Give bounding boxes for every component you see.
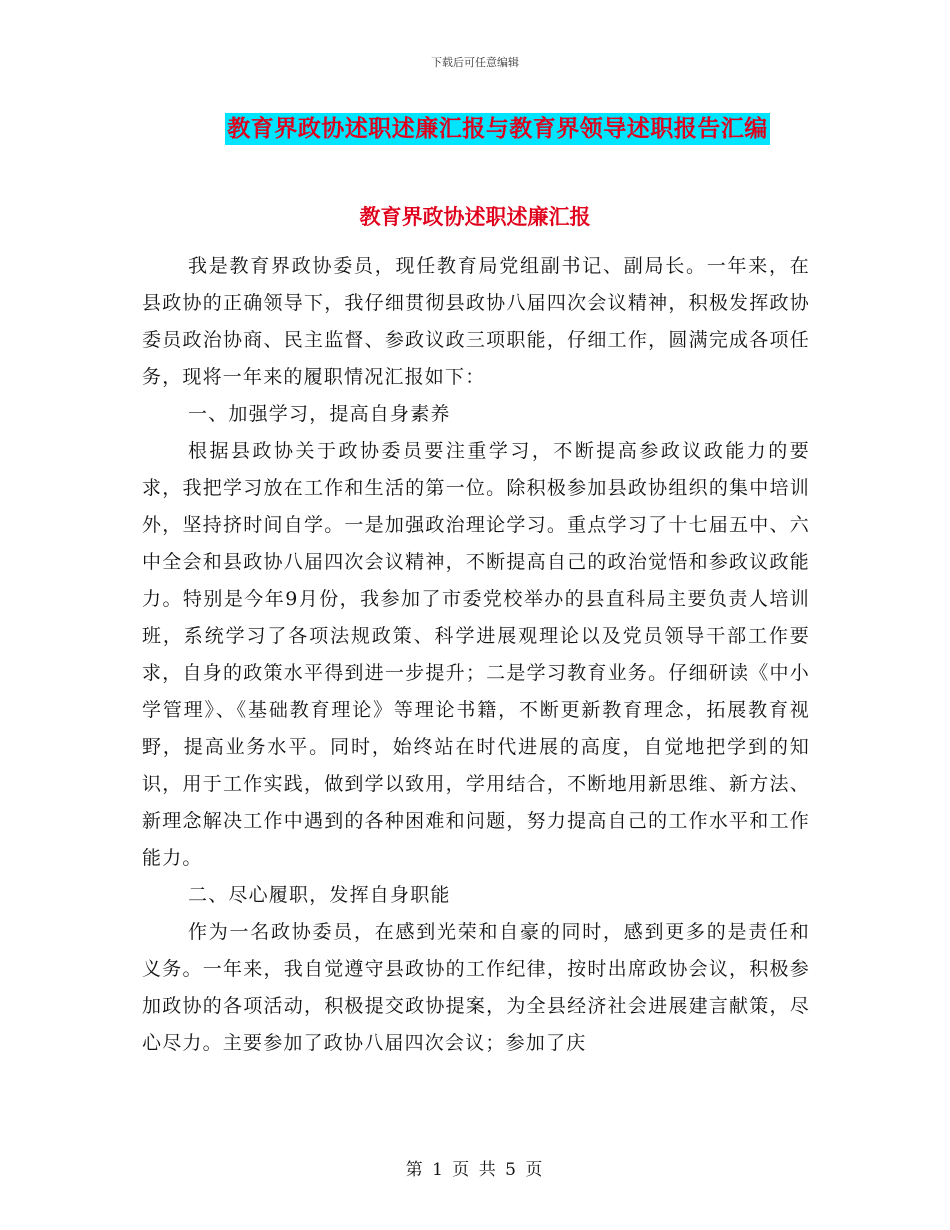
paragraph-duty: 作为一名政协委员，在感到光荣和自豪的同时，感到更多的是责任和义务。一年来，我自觉遵守县政协的工作纪律，按时出席政协会议，积极参加政协的各项活动，积极提交政协提案，为全县经济社会进展建言献策，尽心尽力。主要参加了政协八届四次会议；参加了庆 <box>142 921 810 1054</box>
page-number: 第 1 页 共 5 页 <box>405 1160 545 1180</box>
document-title-container <box>0 113 950 145</box>
section-title: 教育界政协述职述廉汇报 <box>359 204 591 229</box>
paragraph-study: 根据县政协关于政协委员要注重学习，不断提高参政议政能力的要求，我把学习放在工作和生活的第一位。除积极参加县政协组织的集中培训外，坚持挤时间自学。一是加强政治理论学习。重点学习了十七届五中、六中全会和县政协八届四次会议精神，不断提高自己的政治觉悟和参政议政能力。特别是今年9月份，我参加了市委党校举办的县直科局主要负责人培训班，系统学习了各项法规政策、科学进展观理论以及党员领导干部工作要求，自身的政策水平得到进一步提升；二是学习教育业务。仔细研读《中小学管理》、《基础教育理论》等理论书籍，不断更新教育理念，拓展教育视野，提高业务水平。同时，始终站在时代进展的高度，自觉地把学到的知识，用于工作实践，做到学以致用，学用结合，不断地用新思维、新方法、新理念解决工作中遇到的各种困难和问题，努力提高自己的工作水平和工作能力。 <box>142 440 810 869</box>
document-body <box>142 248 810 1062</box>
heading-study: 一、加强学习，提高自身素养 <box>188 403 451 425</box>
page-header-note: 下载后可任意编辑 <box>431 56 519 69</box>
paragraph-intro: 我是教育界政协委员，现任教育局党组副书记、副局长。一年来，在县政协的正确领导下，我仔细贯彻县政协八届四次会议精神，积极发挥政协委员政治协商、民主监督、参政议政三项职能，仔细工作，圆满完成各项任务，现将一年来的履职情况汇报如下： <box>142 255 810 388</box>
heading-duty: 二、尽心履职，发挥自身职能 <box>188 884 451 906</box>
document-title: 教育界政协述职述廉汇报与教育界领导述职报告汇编 <box>225 113 770 145</box>
